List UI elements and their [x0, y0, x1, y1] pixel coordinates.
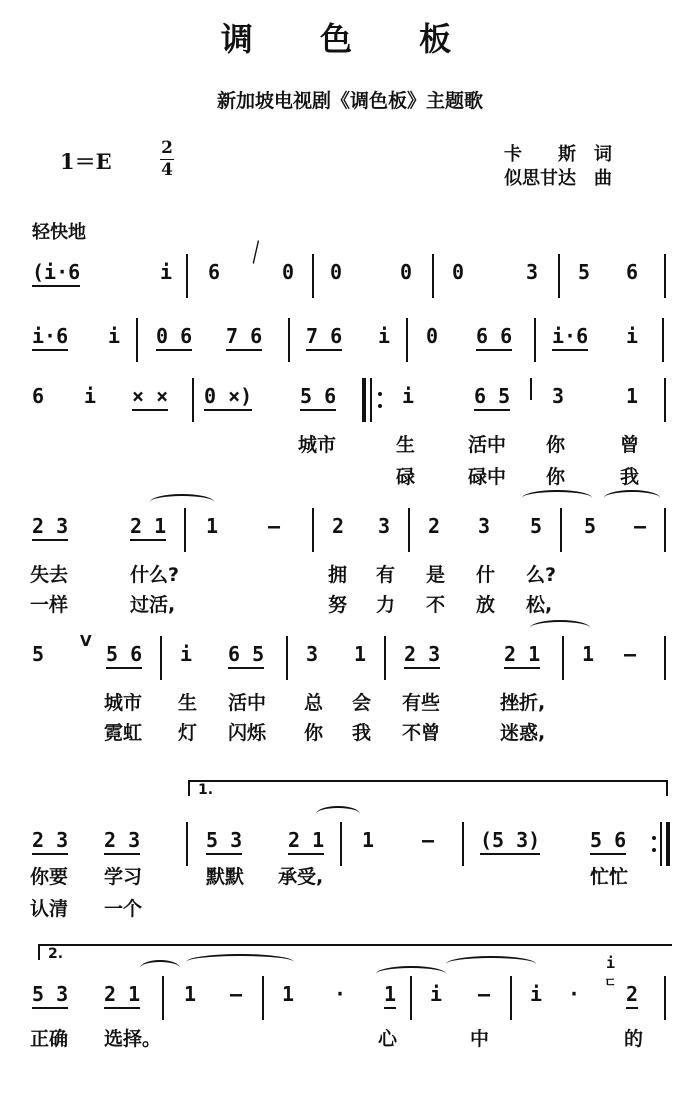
note: 2: [626, 982, 638, 1009]
lyric: 你: [546, 466, 566, 488]
lyric: 会: [352, 692, 372, 714]
lyric: 不: [426, 594, 446, 616]
lyric: 不曾: [402, 722, 441, 744]
note: 5 3: [32, 982, 68, 1009]
note: —: [634, 514, 647, 538]
note: 2 1: [104, 982, 140, 1009]
note: 7 6: [226, 324, 262, 351]
note: 6 5: [474, 384, 510, 411]
slur: [530, 620, 590, 636]
lyric: 什么?: [130, 564, 180, 586]
note: —: [268, 514, 281, 538]
note: 2: [332, 514, 345, 538]
note: i: [430, 982, 443, 1006]
bar-line: [184, 508, 186, 552]
note: i: [160, 260, 173, 284]
bar-line: [286, 636, 288, 680]
note: 2: [428, 514, 441, 538]
note: 1: [282, 982, 295, 1006]
lyric: 是: [426, 564, 446, 586]
bar-line: [312, 508, 314, 552]
slur: [604, 490, 660, 506]
repeat-bar: [370, 378, 372, 422]
bar-line: [192, 378, 194, 422]
bar-line: [560, 508, 562, 552]
bar-line: [664, 254, 666, 298]
slur: [522, 490, 592, 506]
bar-line: [510, 976, 512, 1020]
bar-line: [262, 976, 264, 1020]
note: 5 6: [300, 384, 336, 411]
lyric: 中: [470, 1028, 490, 1050]
note: 0 ×): [204, 384, 252, 411]
bar-line: [664, 508, 666, 552]
note: i·6: [552, 324, 588, 351]
time-signature-bottom: 4: [161, 160, 173, 180]
bar-line: [186, 822, 188, 866]
lyric: 努: [328, 594, 348, 616]
note: 6: [626, 260, 639, 284]
lyric: 么?: [526, 564, 557, 586]
note: 0: [452, 260, 465, 284]
bar-line: [186, 254, 188, 298]
note: 6: [32, 384, 45, 408]
second-ending-bracket: [38, 944, 672, 960]
note: i: [402, 384, 415, 408]
note: 3: [306, 642, 319, 666]
note: 2 3: [32, 828, 68, 855]
note: 1: [582, 642, 595, 666]
note: 2 1: [288, 828, 324, 855]
repeat-bar: [666, 822, 670, 866]
lyric: 生: [178, 692, 198, 714]
slur: [186, 954, 294, 970]
note: 3: [478, 514, 491, 538]
note: 1: [184, 982, 197, 1006]
slur: [446, 956, 536, 972]
lyric: 曾: [620, 434, 640, 456]
note: i: [84, 384, 97, 408]
note: 3: [552, 384, 565, 408]
lyric: 放: [476, 594, 496, 616]
note: 3: [526, 260, 539, 284]
lyric: 城市: [104, 692, 143, 714]
note: 0: [400, 260, 413, 284]
note: —: [478, 982, 491, 1006]
lyric: 迷惑,: [500, 722, 546, 744]
accent-mark: ╲: [244, 240, 267, 265]
lyric: 闪烁: [228, 722, 267, 744]
note: (i·6: [32, 260, 80, 287]
composer-credit: 似思甘达 曲: [504, 168, 612, 189]
lyric: 选择。: [104, 1028, 162, 1050]
bar-line: [530, 378, 532, 400]
bar-line: [340, 822, 342, 866]
note: 5: [584, 514, 597, 538]
note: 5 6: [106, 642, 142, 669]
lyric: 的: [624, 1028, 644, 1050]
bar-line: [664, 378, 666, 422]
volta-label: 2.: [48, 946, 64, 962]
lyric: 有些: [402, 692, 441, 714]
key-signature: 1＝E: [60, 149, 112, 174]
bar-line: [558, 254, 560, 298]
bar-line: [384, 636, 386, 680]
song-title: 调 色 板: [220, 20, 480, 58]
note: i: [108, 324, 121, 348]
lyric: 一样: [30, 594, 69, 616]
lyric: 我: [620, 466, 640, 488]
note: 2 3: [104, 828, 140, 855]
lyric: 碌中: [468, 466, 507, 488]
lyric: 碌: [396, 466, 416, 488]
repeat-dot: [378, 392, 382, 396]
lyric: 你要: [30, 866, 69, 888]
grace-note: i: [606, 954, 616, 972]
note: ·: [334, 982, 347, 1006]
note: 1: [626, 384, 639, 408]
lyric: 拥: [328, 564, 348, 586]
note: × ×: [132, 384, 168, 411]
note: 6: [208, 260, 221, 284]
note: 2 3: [404, 642, 440, 669]
bar-line: [406, 318, 408, 362]
bar-line: [136, 318, 138, 362]
lyric: 默默: [206, 866, 245, 888]
repeat-dot: [652, 836, 656, 840]
lyric: 城市: [298, 434, 337, 456]
note: i: [378, 324, 391, 348]
note: 5: [578, 260, 591, 284]
note: 6 6: [476, 324, 512, 351]
lyric: 活中: [228, 692, 267, 714]
bar-line: [562, 636, 564, 680]
lyric: 学习: [104, 866, 143, 888]
bar-line: [160, 636, 162, 680]
note: 1: [354, 642, 367, 666]
note: —: [230, 982, 243, 1006]
bar-line: [662, 318, 664, 362]
note: i: [626, 324, 639, 348]
note: 5: [530, 514, 543, 538]
slur: [316, 806, 360, 822]
lyric: 霓虹: [104, 722, 143, 744]
lyric: 松,: [526, 594, 553, 616]
note: 5 6: [590, 828, 626, 855]
note: i: [530, 982, 543, 1006]
volta-label: 1.: [198, 782, 214, 798]
lyric: 挫折,: [500, 692, 546, 714]
bar-line: [408, 508, 410, 552]
song-subtitle: 新加坡电视剧《调色板》主题歌: [216, 90, 483, 112]
lyric: 忙忙: [590, 866, 629, 888]
lyric: 总: [304, 692, 324, 714]
note: 6 5: [228, 642, 264, 669]
breath-mark: V: [80, 632, 92, 650]
note: —: [422, 828, 435, 852]
bar-line: [664, 636, 666, 680]
lyric: 正确: [30, 1028, 69, 1050]
note: i: [180, 642, 193, 666]
note: 3: [378, 514, 391, 538]
lyric: 什: [476, 564, 496, 586]
time-signature: [160, 140, 174, 179]
lyric: 心: [378, 1028, 398, 1050]
lyric: 你: [546, 434, 566, 456]
bar-line: [664, 976, 666, 1020]
note: 2 1: [504, 642, 540, 669]
trill-mark: ㄷ: [604, 976, 617, 991]
note: 1: [362, 828, 375, 852]
time-signature-top: 2: [161, 138, 173, 158]
lyric: 一个: [104, 898, 143, 920]
note: i·6: [32, 324, 68, 351]
note: 0: [330, 260, 343, 284]
note: 1: [384, 982, 396, 1009]
lyric: 力: [376, 594, 396, 616]
bar-line: [432, 254, 434, 298]
lyric: 承受,: [278, 866, 324, 888]
note: 2 1: [130, 514, 166, 541]
note: 5 3: [206, 828, 242, 855]
repeat-dot: [378, 404, 382, 408]
note: 1: [206, 514, 219, 538]
note: —: [624, 642, 637, 666]
note: 7 6: [306, 324, 342, 351]
repeat-dot: [652, 848, 656, 852]
bar-line: [534, 318, 536, 362]
lyric: 我: [352, 722, 372, 744]
bar-line: [312, 254, 314, 298]
first-ending-bracket: [188, 780, 668, 796]
note: 0: [282, 260, 295, 284]
note: 0: [426, 324, 439, 348]
bar-line: [288, 318, 290, 362]
lyric: 你: [304, 722, 324, 744]
lyricist-credit: 卡 斯 词: [504, 144, 612, 165]
lyric: 认清: [30, 898, 69, 920]
bar-line: [462, 822, 464, 866]
lyric: 失去: [30, 564, 69, 586]
lyric: 生: [396, 434, 416, 456]
lyric: 灯: [178, 722, 198, 744]
slur: [140, 960, 180, 976]
lyric: 过活,: [130, 594, 176, 616]
note: ·: [568, 982, 581, 1006]
bar-line: [410, 976, 412, 1020]
lyric: 活中: [468, 434, 507, 456]
note: (5 3): [480, 828, 540, 855]
repeat-bar: [362, 378, 366, 422]
lyric: 有: [376, 564, 396, 586]
tempo-marking: 轻快地: [32, 222, 86, 243]
note: 5: [32, 642, 45, 666]
slur: [150, 494, 214, 510]
bar-line: [162, 976, 164, 1020]
repeat-bar: [660, 822, 662, 866]
note: 2 3: [32, 514, 68, 541]
note: 0 6: [156, 324, 192, 351]
